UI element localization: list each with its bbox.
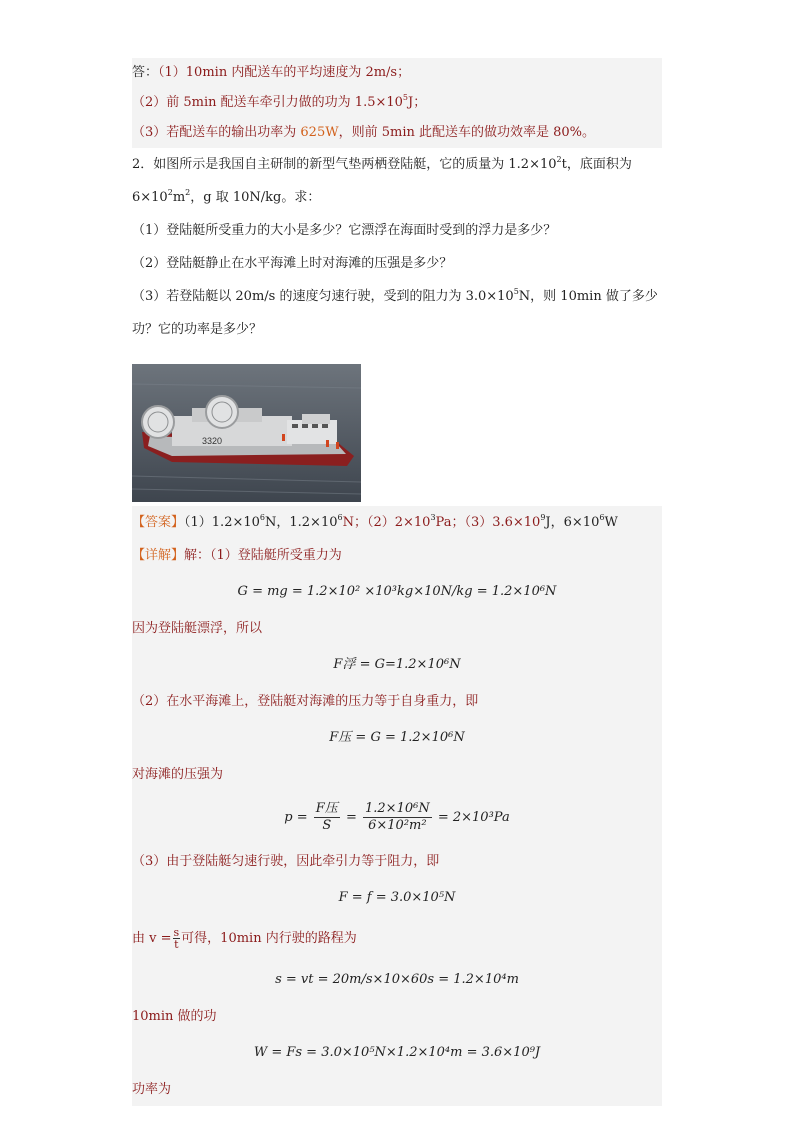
explain-traction-line: （3）由于登陆艇匀速行驶，因此牵引力等于阻力，即 bbox=[132, 845, 662, 878]
answer-label: 【答案】 bbox=[132, 515, 185, 530]
explain-pressure-line: 对海滩的压强为 bbox=[132, 758, 662, 791]
answer-summary-line-3: （3）若配送车的输出功率为 625W，则前 5min 此配送车的做功效率是 80%。 bbox=[132, 118, 662, 148]
answer-summary-line-1 bbox=[132, 58, 662, 88]
equation-buoyancy: F浮 = G=1.2×10⁶N bbox=[132, 645, 662, 685]
hull-number: 3320 bbox=[202, 436, 223, 446]
explain-power-line: 功率为 bbox=[132, 1073, 662, 1106]
question-line-1: 2．如图所示是我国自主研制的新型气垫两栖登陆艇，它的质量为 $1.2\times 10^2t$，底面积为 bbox=[132, 155, 632, 172]
answer-prefix: 答： bbox=[132, 65, 159, 80]
equation-pressure-force: F压 = G = 1.2×10⁶N bbox=[132, 718, 662, 758]
explain-label: 【详解】 bbox=[132, 548, 185, 563]
question-part-1: （1）登陆艇所受重力的大小是多少？它漂浮在海面时受到的浮力是多少？ bbox=[132, 223, 557, 238]
explain-work-line: 10min 做的功 bbox=[132, 1000, 662, 1033]
hovercraft-photo bbox=[132, 364, 361, 502]
question-part-2: （2）登陆艇静止在水平海滩上时对海滩的压强是多少？ bbox=[132, 256, 453, 271]
document-page bbox=[132, 58, 662, 1106]
explain-pressure-force-line: （2）在水平海滩上，登陆艇对海滩的压力等于自身重力，即 bbox=[132, 685, 662, 718]
question-part-3-cont: 功？它的功率是多少？ bbox=[132, 322, 263, 337]
equation-work: W = Fs = 3.0×10⁵N×1.2×10⁴m = 3.6×10⁹J bbox=[132, 1033, 662, 1073]
final-answer-line: 【答案】$(1)1.2\times 10^6N$，$1.2\times 10^6N$；$(2)2\times 10^3Pa$；$(3)3.6\times 10^9J$，$6\times 10^6W$ bbox=[132, 506, 662, 539]
answer-item-1: （1）10min 内配送车的平均速度为 2m/s； bbox=[158, 65, 411, 80]
explain-intro-line: 【详解】解：（1）登陆艇所受重力为 bbox=[132, 539, 662, 572]
equation-gravity: G = mg = 1.2×10² ×10³kg×10N/kg = 1.2×10⁶N bbox=[132, 572, 662, 612]
equation-pressure: p = $\frac{\text{F压}}{S}$ = $\frac{\text{1.2×10⁶N}}{\text{6×10²m²}}$ = 2×10³Pa bbox=[132, 791, 662, 845]
explain-distance-line: 由 v = $\frac{s}{t}$ 可得，10min 内行驶的路程为 bbox=[132, 918, 662, 960]
question-line-2: $6\times 10^2m^2$，g 取 10N/kg。求： bbox=[132, 188, 321, 205]
equation-distance: s = vt = 20m/s×10×60s = 1.2×10⁴m bbox=[132, 960, 662, 1000]
answer-summary-line-2: （2）前 5min 配送车牵引力做的功为 $1.5\times 10^5J$； bbox=[132, 88, 662, 118]
equation-traction: F = f = 3.0×10⁵N bbox=[132, 878, 662, 918]
question-part-3: （3）若登陆艇以 20m/s 的速度匀速行驶，受到的阻力为 $3.0\times 10^5N$，则 10min 做了多少 bbox=[132, 287, 658, 304]
hovercraft-illustration bbox=[132, 364, 361, 502]
explain-float-line: 因为登陆艇漂浮，所以 bbox=[132, 612, 662, 645]
